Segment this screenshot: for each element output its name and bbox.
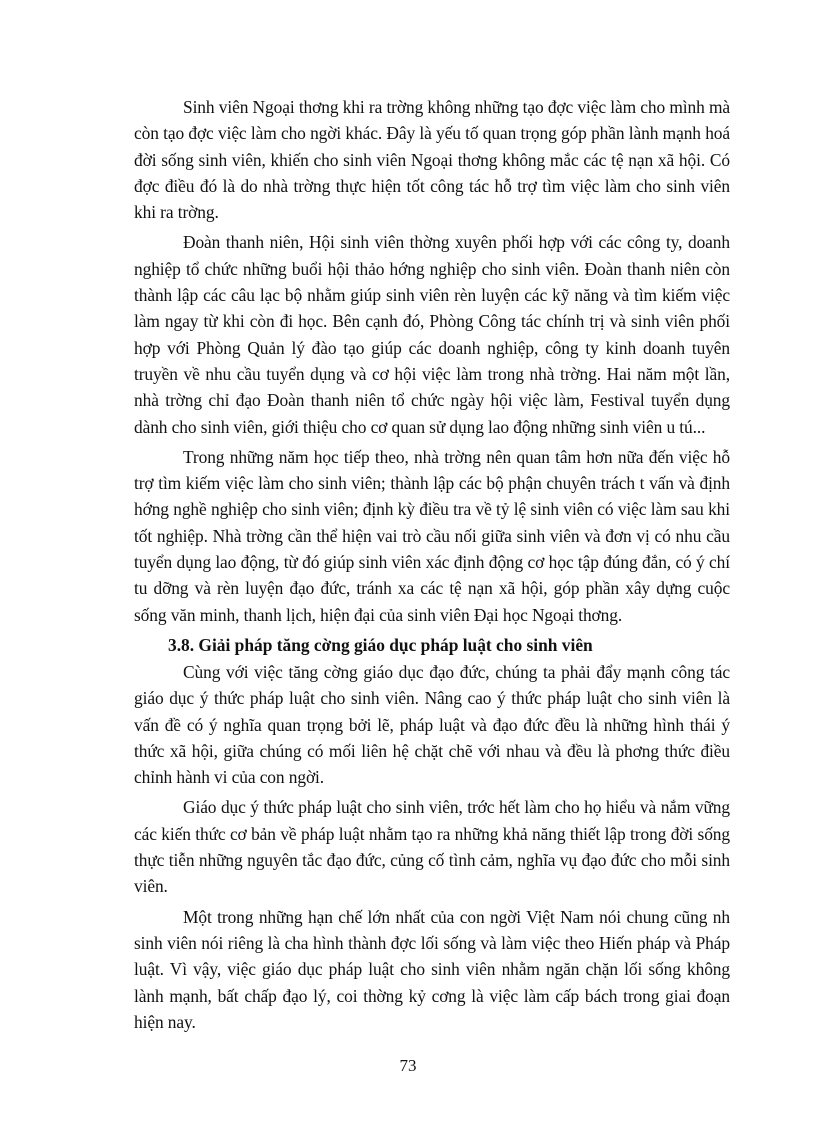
paragraph: Trong những năm học tiếp theo, nhà trờng nên quan tâm hơn nữa đến việc hỗ trợ tìm kiếm việc làm cho sinh viên; thành lập các bộ phận chuyên trách t vấn và định hớng nghề nghiệp cho sinh viên; định kỳ điều tra về tỷ lệ sinh viên có việc làm sau khi tốt nghiệp. Nhà trờng cần thể hiện vai trò cầu nối giữa sinh viên và đơn vị có nhu cầu tuyển dụng lao động, từ đó giúp sinh viên xác định động cơ học tập đúng đắn, có ý chí tu dỡng và rèn luyện đạo đức, tránh xa các tệ nạn xã hội, góp phần xây dựng cuộc sống văn minh, thanh lịch, hiện đại của sinh viên Đại học Ngoại thơng. <box>134 446 730 625</box>
page-body <box>134 94 730 1039</box>
section-heading: 3.8. Giải pháp tăng cờng giáo dục pháp luật cho sinh viên <box>168 634 593 655</box>
paragraph: Sinh viên Ngoại thơng khi ra trờng không những tạo đợc việc làm cho mình mà còn tạo đợc việc làm cho ngời khác. Đây là yếu tố quan trọng góp phần lành mạnh hoá đời sống sinh viên, khiến cho sinh viên Ngoại thơng không mắc các tệ nạn xã hội. Có đợc điều đó là do nhà trờng thực hiện tốt công tác hỗ trợ tìm việc làm cho sinh viên khi ra trờng. <box>134 97 730 223</box>
paragraph: Cùng với việc tăng cờng giáo dục đạo đức, chúng ta phải đẩy mạnh công tác giáo dục ý thức pháp luật cho sinh viên. Nâng cao ý thức pháp luật cho sinh viên là vấn đề có ý nghĩa quan trọng bởi lẽ, pháp luật và đạo đức đều là những hình thái ý thức xã hội, giữa chúng có mối liên hệ chặt chẽ với nhau và đều là phơng thức điều chỉnh hành vi của con ngời. <box>134 661 730 788</box>
paragraph: Một trong những hạn chế lớn nhất của con ngời Việt Nam nói chung cũng nh sinh viên nói riêng là cha hình thành đợc lối sống và làm việc theo Hiến pháp và Pháp luật. Vì vậy, việc giáo dục pháp luật cho sinh viên nhằm ngăn chặn lối sống không lành mạnh, bất chấp đạo lý, coi thờng kỷ cơng là việc làm cấp bách trong giai đoạn hiện nay. <box>134 906 730 1032</box>
paragraph: Đoàn thanh niên, Hội sinh viên thờng xuyên phối hợp với các công ty, doanh nghiệp tổ chức những buổi hội thảo hớng nghiệp cho sinh viên. Đoàn thanh niên còn thành lập các câu lạc bộ nhằm giúp sinh viên rèn luyện các kỹ năng và tìm kiếm việc làm ngay từ khi còn đi học. Bên cạnh đó, Phòng Công tác chính trị và sinh viên phối hợp với Phòng Quản lý đào tạo giúp các doanh nghiệp, công ty kinh doanh tuyên truyền về nhu cầu tuyển dụng và cơ hội việc làm trong nhà trờng. Hai năm một lần, nhà trờng chỉ đạo Đoàn thanh niên tổ chức ngày hội việc làm, Festival tuyển dụng dành cho sinh viên, giới thiệu cho cơ quan sử dụng lao động những sinh viên u tú... <box>134 232 730 437</box>
page-number: 73 <box>399 1056 417 1075</box>
paragraph: Giáo dục ý thức pháp luật cho sinh viên, trớc hết làm cho họ hiểu và nắm vững các kiến thức cơ bản về pháp luật nhằm tạo ra những khả năng thiết lập trong đời sống thực tiễn những nguyên tắc đạo đức, củng cố tình cảm, nghĩa vụ đạo đức cho mỗi sinh viên. <box>134 797 730 897</box>
